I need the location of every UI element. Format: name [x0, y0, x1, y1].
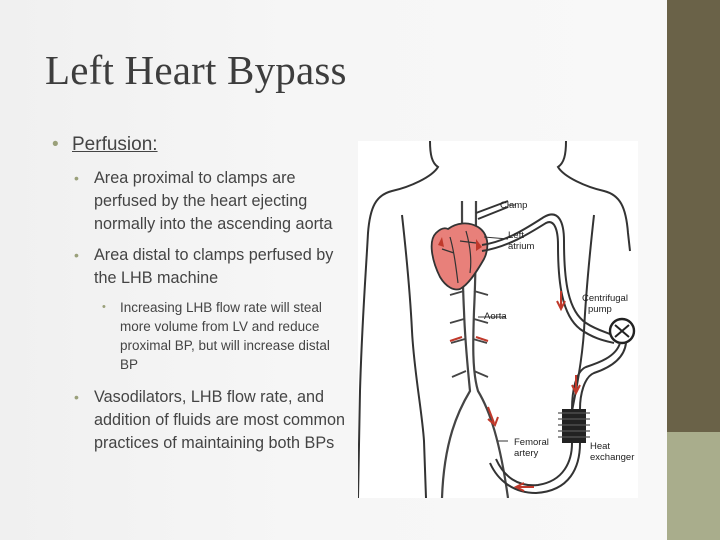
bullet-distal	[74, 244, 356, 290]
label-exchanger: exchanger	[590, 452, 635, 463]
bullet-marker: •	[74, 170, 79, 186]
lhb-diagram-svg	[358, 141, 638, 498]
label-atrium: atrium	[508, 241, 535, 252]
label-left: Left	[508, 230, 524, 241]
side-accent-bar-lower	[667, 432, 720, 540]
label-pump: pump	[588, 304, 612, 315]
bullet-marker: •	[52, 134, 59, 155]
torso-left-edge	[402, 215, 426, 498]
bullet-text: Area proximal to clamps are perfused by the heart ejecting normally into the ascending aorta	[94, 169, 333, 233]
label-clamp: Clamp	[500, 200, 528, 211]
label-artery: artery	[514, 448, 539, 459]
bullet-perfusion	[52, 133, 352, 157]
label-femoral: Femoral	[514, 437, 549, 448]
branch-vessels	[450, 291, 488, 377]
bullet-flow-rate	[102, 298, 334, 374]
bullet-text: Increasing LHB flow rate will steal more volume from LV and reduce proximal BP, but will increase distal BP	[120, 300, 330, 372]
heart-illustration	[432, 223, 488, 289]
label-centrifugal: Centrifugal	[582, 293, 628, 304]
bypass-tubing-return	[572, 343, 626, 409]
label-aorta: Aorta	[484, 311, 507, 322]
bullet-text: Vasodilators, LHB flow rate, and addition of fluids are most common practices of maintaining both BPs	[94, 388, 346, 452]
bullet-list	[52, 133, 352, 463]
bullet-vasodilators	[74, 386, 356, 455]
bullet-marker: •	[102, 301, 106, 313]
bullet-text: Area distal to clamps perfused by the LHB machine	[94, 246, 334, 287]
heat-exchanger-icon	[562, 409, 586, 443]
perfusion-heading: Perfusion:	[72, 134, 158, 155]
bullet-marker: •	[74, 389, 79, 405]
slide-title: Left Heart Bypass	[45, 47, 347, 93]
bullet-proximal	[74, 167, 356, 236]
lhb-diagram	[358, 141, 638, 498]
bullet-marker: •	[74, 247, 79, 263]
aorta-clamp-red	[450, 337, 488, 341]
label-heat: Heat	[590, 441, 611, 452]
